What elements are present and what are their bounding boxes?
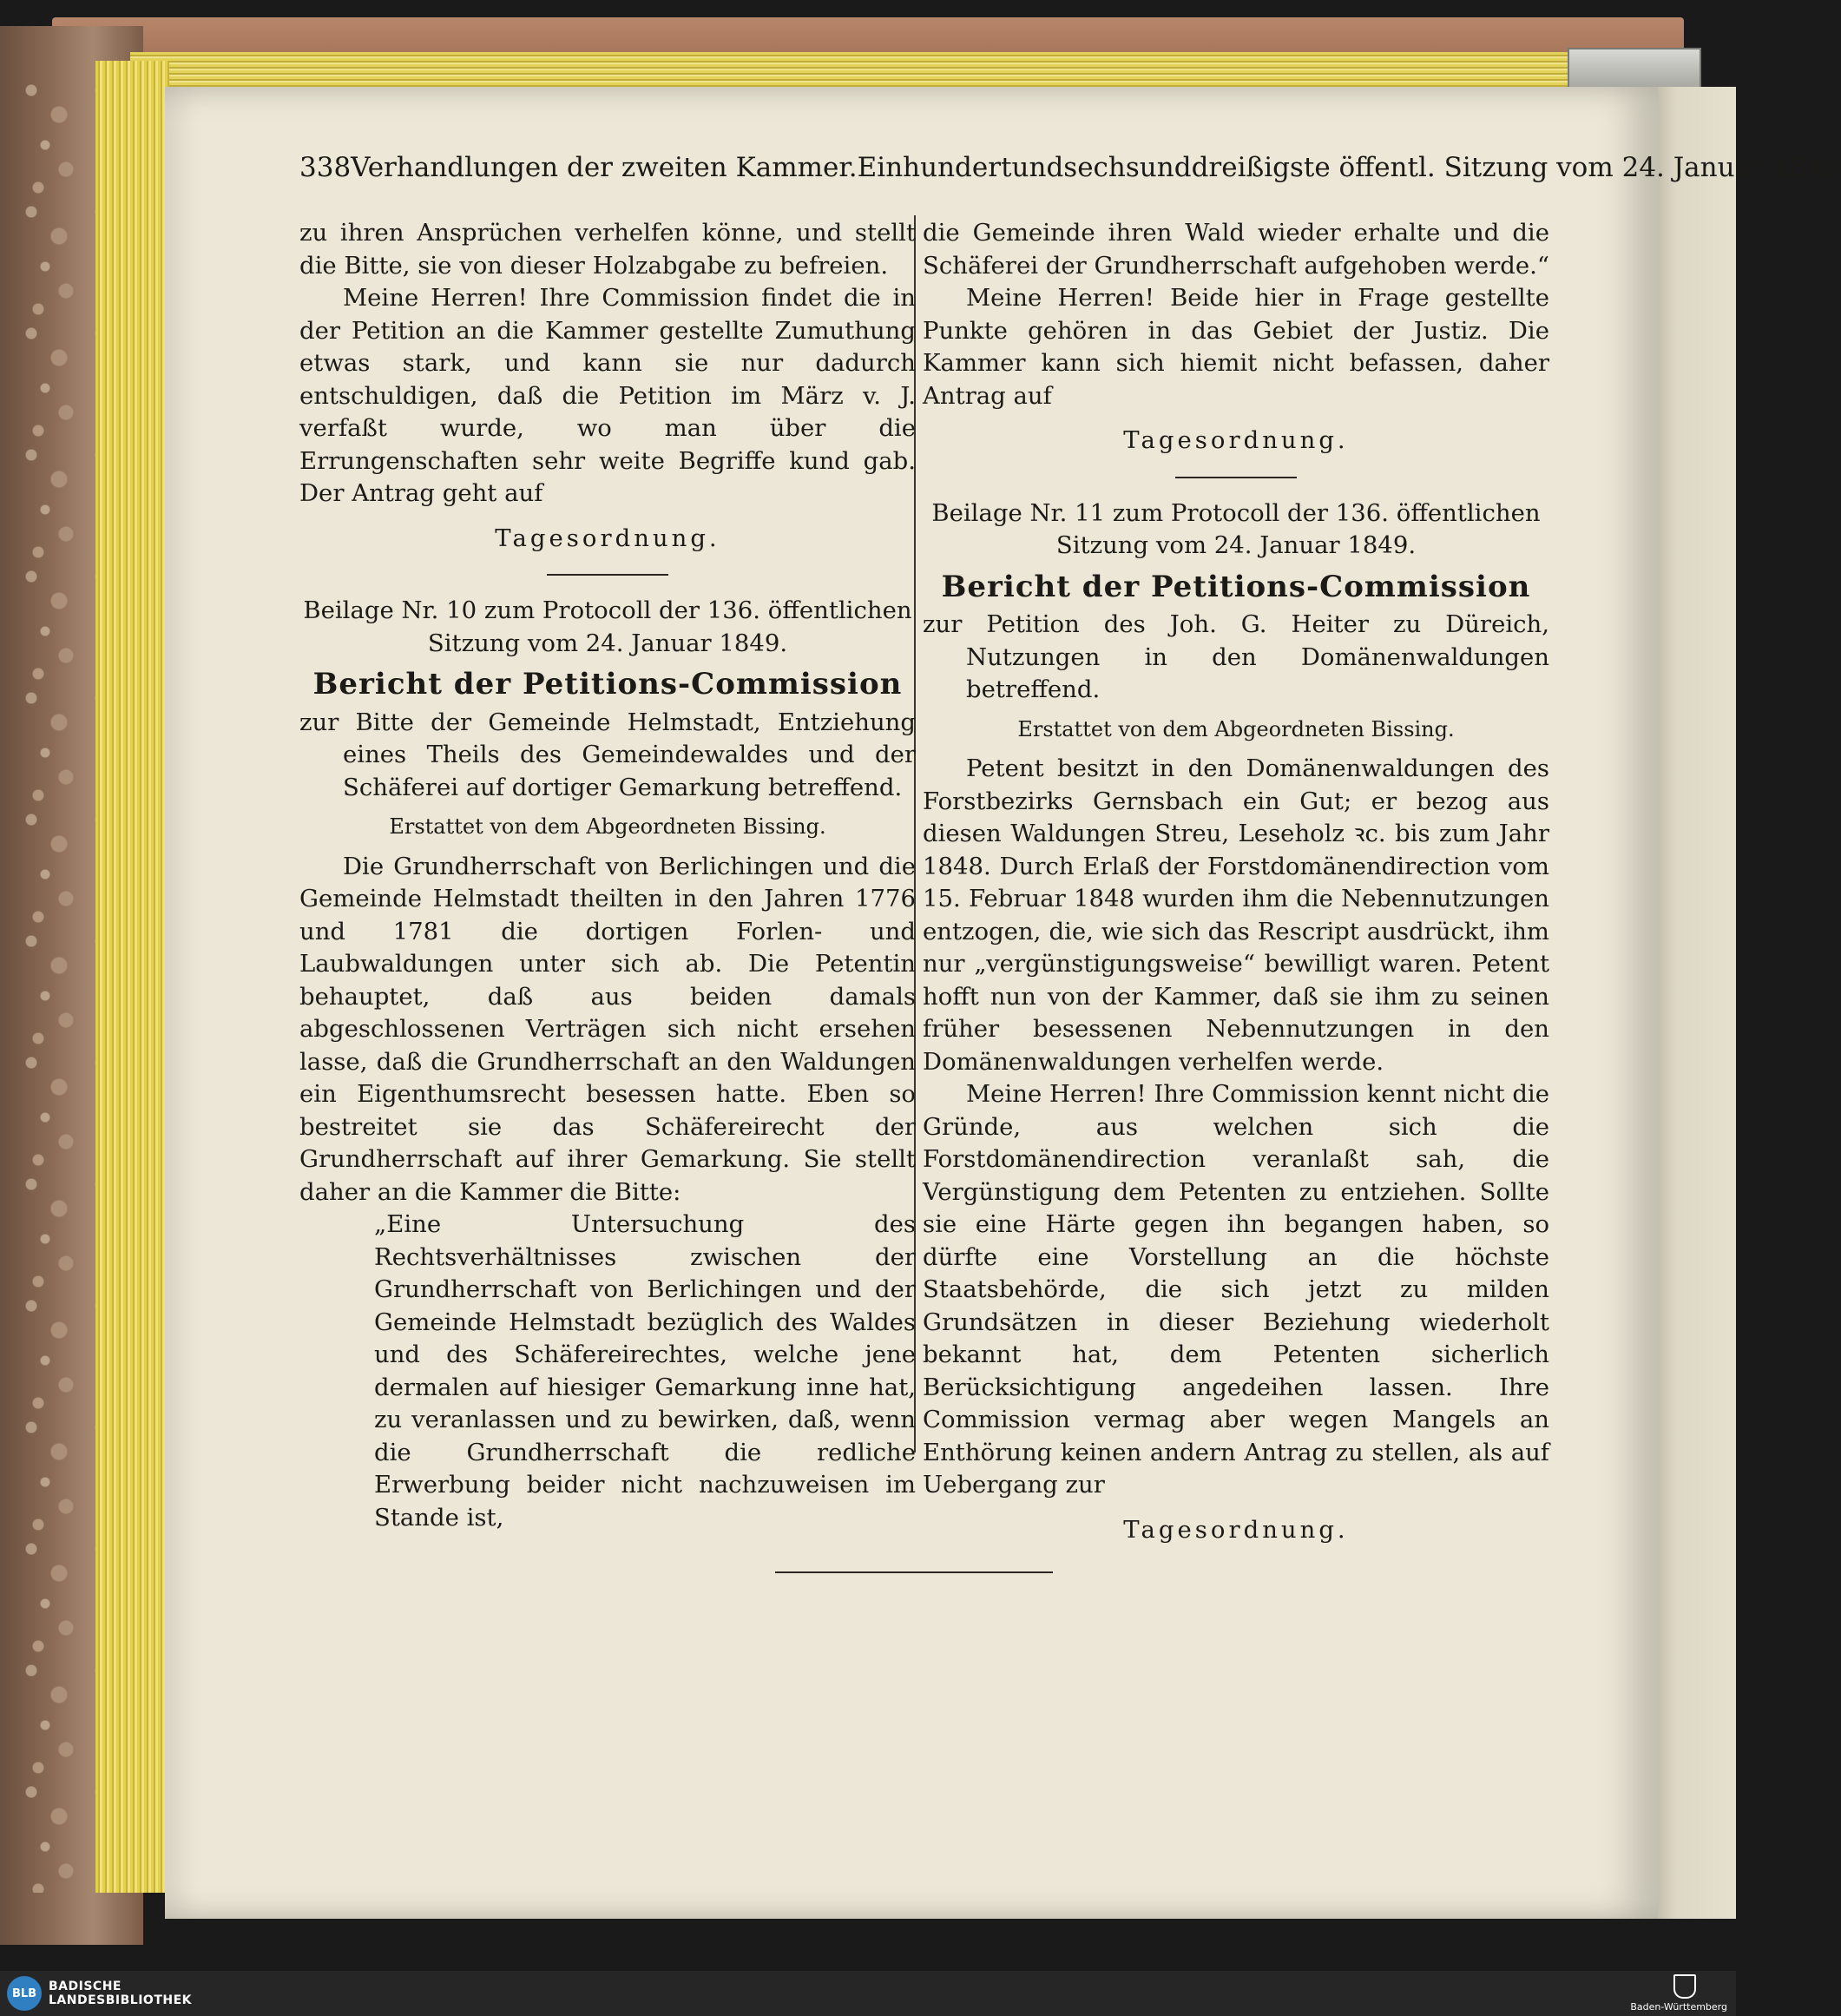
left-column (299, 217, 916, 1534)
petition-quote: „Eine Untersuchung des Rechtsverhältnisses zwischen der Grundherrschaft von Berlichingen und der Gemeinde Helmstadt bezüglich des Waldes und des Schäfereirechtes, welche jene dermalen auf hiesiger Gemarkung inne hat, zu veranlassen und zu bewirken, daß, wenn die Grundherrschaft die redliche Erwerbung beider nicht nachzuweisen im Stande ist, (374, 1210, 916, 1532)
tagesordnung-heading: Tagesordnung. (1123, 426, 1349, 454)
report-title: Bericht der Petitions-Commission (941, 569, 1531, 604)
section-rule (547, 574, 668, 576)
right-column (923, 217, 1549, 1558)
paragraph: die Gemeinde ihren Wald wieder erhalte und die Schäferei der Grundherrschaft aufgehoben werde.“ (923, 219, 1549, 280)
end-rule (775, 1571, 1053, 1573)
tagesordnung-heading: Tagesordnung. (1123, 1515, 1349, 1544)
paragraph: zu ihren Ansprüchen verhelfen könne, und stellt die Bitte, sie von dieser Holzabgabe zu befreien. (299, 219, 916, 280)
rapporteur-line: Erstattet von dem Abgeordneten Bissing. (1017, 716, 1455, 741)
paragraph: Petent besitzt in den Domänenwaldungen des Forstbezirks Gernsbach ein Gut; er bezog aus diesen Waldungen Streu, Leseholz ꝛc. bis zum Jahr 1848. Durch Erlaß der Forstdomänendirection vom 15. Februar 1848 wurden ihm die Nebennutzungen entzogen, die, wie sich das Rescript ausdrückt, ihm nur „vergünstigungsweise“ bewilligt waren. Petent hofft nun von der Kammer, daß sie ihm zu seinen früher besessenen Nebennutzungen in den Domänenwaldungen verhelfen werde. (923, 754, 1549, 1076)
rapporteur-line: Erstattet von dem Abgeordneten Bissing. (389, 814, 826, 839)
beilage-heading: Beilage Nr. 11 zum Protocoll der 136. öffentlichen Sitzung vom 24. Januar 1849. (931, 498, 1541, 559)
paragraph: Meine Herren! Ihre Commission findet die in der Petition an die Kammer gestellte Zumuthung etwas stark, und kann sie nur dadurch entschuldigen, daß die Petition im März v. J. verfaßt wurde, wo man über die Errungenschaften sehr weite Begriffe kund gab. Der Antrag geht auf (299, 284, 916, 507)
report-title: Bericht der Petitions-Commission (312, 667, 903, 702)
session-title: Einhundertundsechsunddreißigste öffentl. Sitzung vom 24. Januar 1849 (857, 152, 1841, 183)
report-subject: zur Bitte der Gemeinde Helmstadt, Entziehung eines Theils des Gemeindewaldes und der Schäferei auf dortiger Gemarkung betreffend. (299, 708, 916, 801)
coat-of-arms-icon (1673, 1974, 1696, 1999)
running-title: Verhandlungen der zweiten Kammer. (351, 152, 858, 183)
footer-bar (0, 1971, 1736, 2016)
page-number: 338 (299, 152, 352, 183)
state-label: Baden-Württemberg (1630, 2001, 1727, 2013)
running-header (299, 152, 1841, 183)
report-subject: zur Petition des Joh. G. Heiter zu Düreich, Nutzungen in den Domänenwaldungen betreffend. (923, 610, 1549, 703)
tagesordnung-heading: Tagesordnung. (495, 524, 720, 552)
paragraph: Meine Herren! Beide hier in Frage gestellte Punkte gehören in das Gebiet der Justiz. Die Kammer kann sich hiemit nicht befassen, daher Antrag auf (923, 284, 1549, 410)
library-name (49, 1980, 192, 2007)
library-line-1: BADISCHE (49, 1980, 122, 1993)
beilage-heading: Beilage Nr. 10 zum Protocoll der 136. öffentlichen Sitzung vom 24. Januar 1849. (303, 596, 912, 657)
gilt-page-edge-left (95, 61, 169, 1893)
library-line-2: LANDESBIBLIOTHEK (49, 1993, 193, 2007)
blb-logo-icon[interactable]: BLB (7, 1976, 42, 2011)
section-rule (1175, 477, 1297, 478)
facing-page (1649, 87, 1736, 1919)
paragraph: Meine Herren! Ihre Commission kennt nicht die Gründe, aus welchen sich die Forstdomänendirection veranlaßt sah, die Vergünstigung dem Petenten zu entziehen. Sollte sie eine Härte gegen ihn begangen haben, so dürfte eine Vorstellung an die höchste Staatsbehörde, die sich jetzt zu milden Grundsätzen in dieser Beziehung wiederholt bekannt hat, dem Petenten sicherlich Berücksichtigung angedeihen lassen. Ihre Commission vermag aber wegen Mangels an Enthörung keinen andern Antrag zu stellen, als auf Uebergang zur (923, 1080, 1549, 1499)
paragraph: Die Grundherrschaft von Berlichingen und die Gemeinde Helmstadt theilten in den Jahren 1776 und 1781 die dortigen Forlen- und Laubwaldungen unter sich ab. Die Petentin behauptet, daß aus beiden damals abgeschlossenen Verträgen sich nicht ersehen lasse, daß die Grundherrschaft an den Waldungen ein Eigenthumsrecht besessen hatte. Eben so bestreitet sie das Schäfereirecht der Grundherrschaft auf ihrer Gemarkung. Sie stellt daher an die Kammer die Bitte: (299, 852, 916, 1206)
